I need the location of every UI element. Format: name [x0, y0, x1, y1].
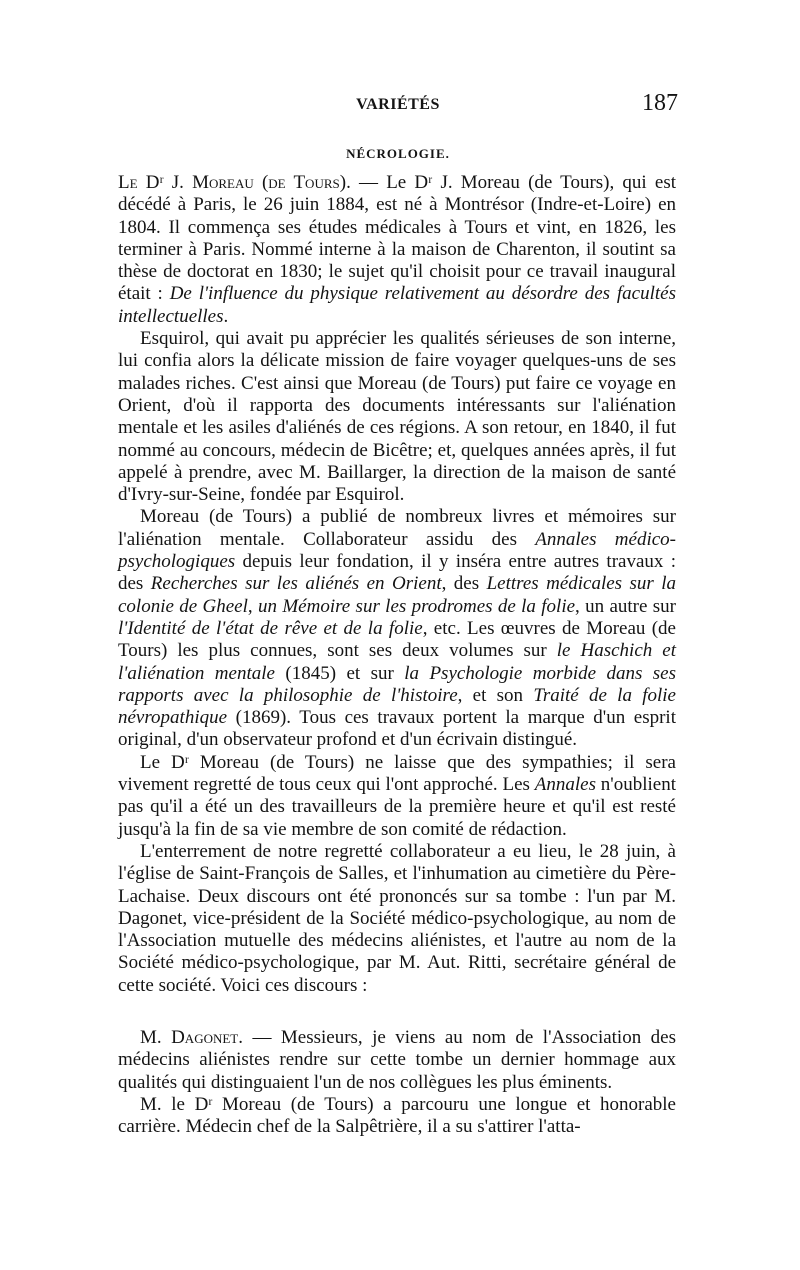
obituary-text — [118, 172, 676, 997]
thesis-title: De l'influence du physique relativement au désordre des facultés intellectuelles — [118, 283, 676, 327]
obituary-paragraph-1: Le Dʳ J. Moreau (de Tours). — Le Dʳ J. Moreau (de Tours), qui est décédé à Paris, le 26 juin 1884, est né à Montrésor (Indre-et-Loire) en 1804. Il commença ses études médicales à Tours et vint, en 1826, les terminer à Paris. Nommé interne à la maison de Charenton, il soutint sa thèse de doctorat en 1830; le sujet qu'il choisit pour ce travail inaugural était : De l'influence du physique relativement au désordre des facultés intellectuelles. — [118, 172, 677, 327]
obituary-paragraph-2: Esquirol, qui avait pu apprécier les qualités sérieuses de son interne, lui confia alors la délicate mission de faire voyager quelques-uns de ses malades riches. C'est ainsi que Moreau (de Tours) put faire ce voyage en Orient, d'où il rapporta des documents intéressants sur l'aliénation mentale et les asiles d'aliénés de ces régions. A son retour, en 1840, il fut nommé au concours, médecin de Bicêtre; et, quelques années après, il fut appelé à prendre, avec M. Baillarger, la direction de la maison de santé d'Ivry-sur-Seine, fondée par Esquirol. — [118, 328, 676, 506]
page-number: 187 — [642, 90, 678, 116]
work-title: Lettres médicales sur la colonie de Gheel — [118, 573, 677, 617]
running-head-title: VARIÉTÉS — [356, 96, 440, 113]
work-title: Traité de la folie névropathique — [118, 684, 676, 729]
work-title: le Haschich et l'aliénation mentale — [118, 640, 676, 684]
obituary-paragraph-3: Moreau (de Tours) a publié de nombreux livres et mémoires sur l'aliénation mentale. Collaborateur assidu des Annales médico-psychologiques depuis leur fondation, il y inséra entre autres travaux : des Recherches sur les aliénés en Orient, des Lettres médicales sur la colonie de Gheel, un Mémoire sur les prodromes de la folie, un autre sur l'Identité de l'état de rêve et de la folie, etc. Les œuvres de Moreau (de Tours) les plus connues, sont ses deux volumes sur le Haschich et l'aliénation mentale (1845) et sur la Psychologie morbide dans ses rapports avec la philosophie de l'histoire, et son Traité de la folie névropathique (1869). Tous ces travaux portent la marque d'un esprit original, d'un observateur profond et d'un écrivain distingué. — [118, 506, 677, 751]
speaker-name: M. Dagonet. — [140, 1027, 243, 1048]
work-title: Annales médico-psychologiques — [118, 528, 677, 573]
work-title: l'Identité de l'état de rêve et de la folie — [118, 617, 423, 639]
work-title: Recherches sur les aliénés en Orient — [150, 573, 442, 595]
speech-text — [118, 1027, 676, 1138]
obituary-paragraph-5: L'enterrement de notre regretté collaborateur a eu lieu, le 28 juin, à l'église de Saint-François de Salles, et l'inhumation au cimetière du Père-Lachaise. Deux discours ont été prononcés sur sa tombe : l'un par M. Dagonet, vice-président de la Société médico-psychologique, au nom de l'Association mutuelle des médecins aliénistes, et l'autre au nom de la Société médico-psychologique, par M. Aut. Ritti, secrétaire général de cette société. Voici ces discours : — [118, 840, 676, 996]
work-title: la Psychologie morbide dans ses rapports avec la philosophie de l'histoire — [118, 662, 677, 706]
running-head — [118, 90, 678, 124]
work-title: un Mémoire sur les prodromes de la folie — [258, 595, 576, 617]
speech-paragraph-1: M. Dagonet. — Messieurs, je viens au nom de l'Association des médecins aliénistes rendre sur cette tombe un dernier hommage aux qualités qui distinguaient l'un de nos collègues les plus éminents. — [118, 1027, 676, 1093]
journal-title: Annales — [534, 774, 596, 796]
obituary-paragraph-4: Le Dʳ Moreau (de Tours) ne laisse que des sympathies; il sera vivement regretté de tous ceux qui l'ont approché. Les Annales n'oublient pas qu'il a été un des travailleurs de la première heure et qu'il est resté jusqu'à la fin de sa vie membre de son comité de rédaction. — [118, 751, 676, 840]
deceased-name: Le Dʳ J. Moreau (de Tours). — [118, 172, 351, 193]
speech-paragraph-2: M. le Dʳ Moreau (de Tours) a parcouru une longue et honorable carrière. Médecin chef de la Salpêtrière, il a su s'attirer l'atta- — [118, 1093, 676, 1138]
section-heading: NÉCROLOGIE. — [346, 146, 450, 161]
